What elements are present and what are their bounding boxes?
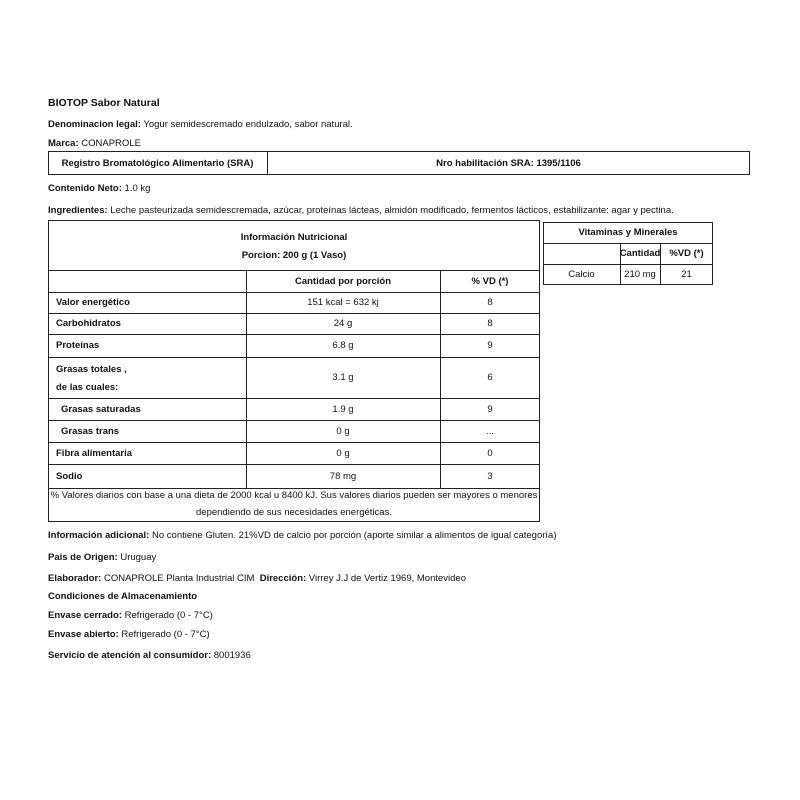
denominacion-value: Yogur semidescremado endulzado, sabor natural. — [140, 119, 353, 130]
cerrado-label: Envase cerrado: — [48, 610, 122, 621]
adicional-value: No contiene Gluten. 21%VD de calcio por porción (aporte similar a alimentos de igual categoría) — [149, 530, 557, 541]
row-vd: 6 — [487, 372, 493, 383]
denominacion-line — [48, 119, 353, 130]
pais-label: Pais de Origen: — [48, 552, 118, 563]
row-name: Valor energético — [56, 297, 130, 308]
row-amount: 3.1 g — [332, 372, 354, 383]
marca-label: Marca: — [48, 138, 79, 149]
nutrition-portion: Porcion: 200 g (1 Vaso) — [241, 249, 347, 261]
nutrition-title: Información Nutricional — [240, 231, 348, 243]
nutrition-footnote-2: dependiendo de sus necesidades energéticas. — [196, 506, 392, 518]
vit-col-vd: %VD (*) — [669, 248, 704, 259]
registro-right: Nro habilitación SRA: 1395/1106 — [436, 157, 581, 169]
cerrado-value: Refrigerado (0 - 7°C) — [121, 610, 213, 621]
row-name: Fibra alimentaria — [56, 447, 133, 459]
ingredientes-value: Leche pasteurizada semidescremada, azúcar, proteínas lácteas, almidón modificado, fermentos lácticos, estabilizante: agar y pectina. — [107, 205, 674, 216]
adicional-line — [48, 530, 557, 541]
product-title: BIOTOP Sabor Natural — [48, 97, 160, 109]
contenido-value: 1.0 kg — [121, 183, 151, 194]
vit-row-amount: 210 mg — [624, 269, 656, 280]
contenido-label: Contenido Neto: — [48, 183, 122, 194]
row-vd: ... — [486, 425, 494, 437]
direccion-label: Dirección: — [259, 573, 307, 584]
row-amount: 151 kcal = 632 kj — [307, 297, 379, 308]
abierto-value: Refrigerado (0 - 7°C) — [118, 629, 210, 640]
row-vd: 8 — [487, 297, 493, 308]
servicio-label: Servicio de atención al consumidor: — [48, 650, 212, 661]
pais-line — [48, 552, 156, 563]
row-amount: 0 g — [336, 425, 350, 437]
cerrado-line — [48, 610, 213, 621]
elaborador-line — [48, 573, 466, 584]
nutrition-footnote-1: % Valores diarios con base a una dieta de 2000 kcal u 8400 kJ. Sus valores diarios pueden ser mayores o menores — [50, 489, 538, 501]
abierto-label: Envase abierto: — [48, 629, 119, 640]
vit-row-name: Calcio — [568, 269, 595, 280]
row-vd: 8 — [487, 318, 493, 329]
col-header-amount: Cantidad por porción — [294, 275, 392, 287]
row-amount: 0 g — [336, 447, 350, 459]
row-vd: 9 — [487, 340, 493, 351]
row-amount: 24 g — [333, 318, 353, 329]
vit-col-amount: Cantidad — [619, 248, 661, 259]
adicional-label: Información adicional: — [48, 530, 150, 541]
row-vd: 0 — [487, 447, 493, 459]
row-name: Sodio — [56, 470, 83, 482]
denominacion-label: Denominacion legal: — [48, 119, 141, 130]
row-vd: 3 — [487, 470, 493, 482]
row-name-cont: de las cuales: — [56, 382, 119, 393]
row-amount: 6.8 g — [332, 340, 354, 351]
row-name: Grasas saturadas — [61, 403, 141, 415]
direccion-value: Virrey J.J de Vertiz 1969, Montevideo — [306, 573, 466, 584]
row-amount: 78 mg — [329, 470, 357, 482]
ingredientes-label: Ingredientes: — [48, 205, 108, 216]
row-name: Carbohidratos — [56, 318, 121, 329]
elaborador-label: Elaborador: — [48, 573, 102, 584]
row-name: Proteínas — [56, 340, 100, 351]
ingredientes-line — [48, 205, 674, 216]
abierto-line — [48, 629, 210, 640]
contenido-line — [48, 183, 150, 194]
elaborador-value: CONAPROLE Planta Industrial CIM — [101, 573, 255, 584]
row-name: Grasas totales , — [56, 364, 127, 375]
servicio-line — [48, 650, 251, 661]
vitamins-title: Vitaminas y Minerales — [578, 227, 678, 238]
row-vd: 9 — [487, 403, 493, 415]
marca-value: CONAPROLE — [78, 138, 141, 149]
marca-line — [48, 138, 141, 149]
row-amount: 1.9 g — [332, 403, 354, 415]
vit-row-vd: 21 — [681, 269, 692, 280]
pais-value: Uruguay — [117, 552, 157, 563]
condiciones-heading: Condiciones de Almacenamiento — [48, 591, 198, 602]
row-name: Grasas trans — [61, 425, 120, 437]
col-header-vd: % VD (*) — [471, 275, 509, 287]
servicio-value: 8001936 — [211, 650, 251, 661]
registro-left: Registro Bromatológico Alimentario (SRA) — [61, 157, 254, 169]
